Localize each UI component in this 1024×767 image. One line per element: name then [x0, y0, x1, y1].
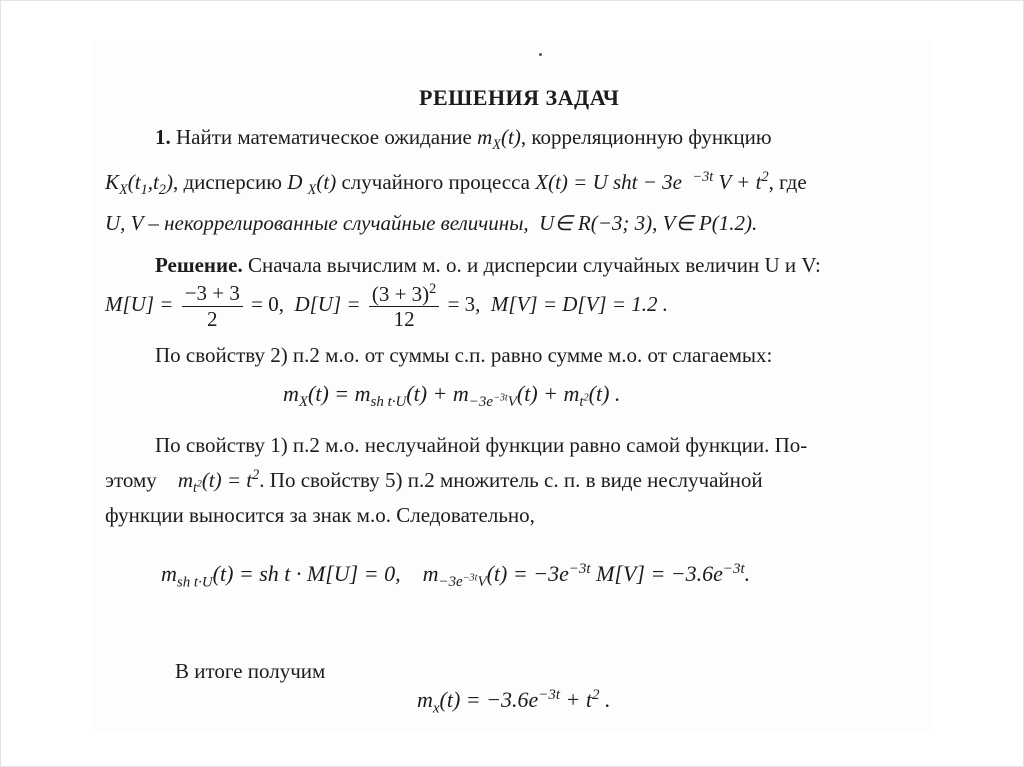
equation-sum: $m_X(t) = m_{sh t\cdot U}(t) + m_{-3e^{-3t}V}(t) + m_{t^2}(t)$ . [283, 381, 621, 411]
task-line-2: $K_X(t_1,t_2)$, дисперсию D $_X$(t) случайного процесса X(t) = U sht − 3e $^{-3t}$ $V + t^2$, где [105, 169, 807, 198]
solution-formulas-uv: M[U] = $\frac{-3 + 3}{2}$ = 0, D[U] = $\frac{(3 + 3)^2}{12}$ = 3, M[V] = D[V] = 1.2 . [105, 281, 669, 331]
property-1-line-2: этому $m_{t^2}(t) = t^2$. По свойству 5) п.2 множитель с. п. в виде неслучайной [105, 467, 763, 496]
equation-result: $m_x(t) = -3.6e^{-3t} + t^2$ . [417, 687, 611, 717]
task-line-3: U, V – некоррелированные случайные величины, U∈ R(−3; 3), V∈ P(1.2). [105, 211, 758, 235]
property-1-line-1: По свойству 1) п.2 м.о. неслучайной функции равно самой функции. По- [155, 433, 808, 457]
property-2-text: По свойству 2) п.2 м.о. от суммы с.п. равно сумме м.о. от слагаемых: [155, 343, 773, 367]
result-label: В итоге получим [175, 659, 326, 683]
scan-speck [539, 53, 542, 56]
fraction-mu: $\frac{-3 + 3}{2}$ [182, 281, 243, 330]
task-line-1: 1. Найти математическое ожидание $m_X(t)$, корреляционную функцию [155, 125, 772, 153]
solution-intro: Решение. Сначала вычислим м. о. и дисперсии случайных величин U и V: [155, 253, 821, 277]
equation-components: $m_{sh t\cdot U}(t)$ = sh t · M[U] = 0, $m_{-3e^{-3t}V}(t) = -3e^{-3t}$ $M[V] = -3.6e^{-3t}$. [161, 561, 751, 591]
property-1-line-3: функции выносится за знак м.о. Следовательно, [105, 503, 535, 527]
page-title: РЕШЕНИЯ ЗАДАЧ [419, 85, 620, 110]
document-page [93, 41, 933, 731]
fraction-du: $\frac{(3 + 3)^2}{12}$ [369, 281, 439, 331]
